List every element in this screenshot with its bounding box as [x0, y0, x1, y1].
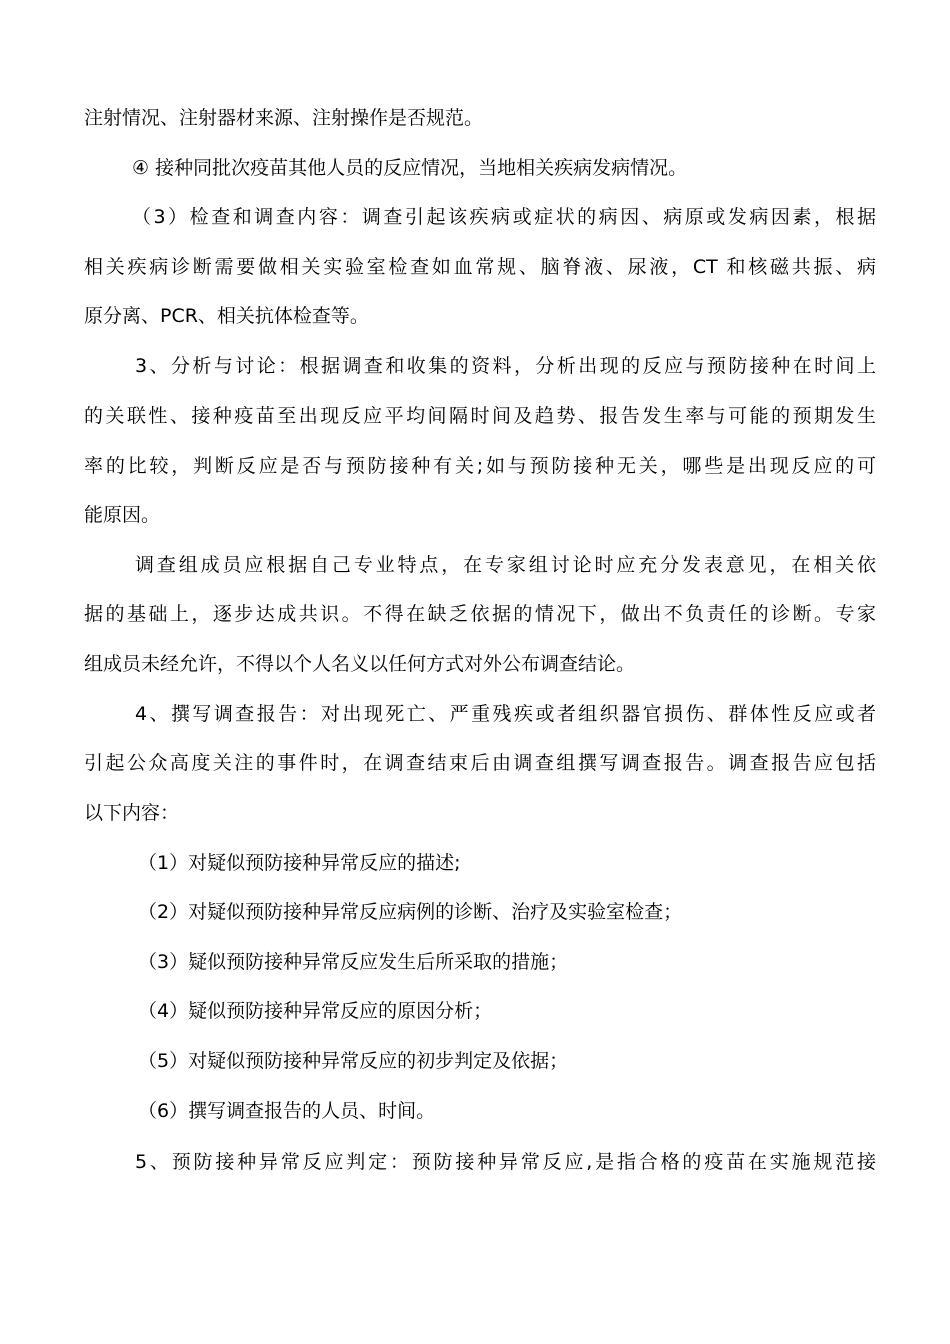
list-item-1: （1）对疑似预防接种异常反应的描述;	[138, 852, 461, 874]
paragraph-line-11: 据的基础上，逐步达成共识。不得在缺乏依据的情况下，做出不负责任的诊断。专家	[84, 603, 876, 625]
paragraph-line-7: 的关联性、接种疫苗至出现反应平均间隔时间及趋势、报告发生率与可能的预期发生	[84, 405, 876, 427]
list-item-3: （3）疑似预防接种异常反应发生后所采取的措施；	[138, 951, 569, 973]
paragraph-line-3: （3）检查和调查内容：调查引起该疾病或症状的病因、病原或发病因素，根据	[132, 206, 876, 228]
paragraph-line-9: 能原因。	[84, 504, 161, 526]
list-item-4: （4）疑似预防接种异常反应的原因分析；	[138, 1000, 493, 1022]
paragraph-line-2: ④ 接种同批次疫苗其他人员的反应情况，当地相关疾病发病情况。	[132, 157, 688, 179]
list-item-5: （5）对疑似预防接种异常反应的初步判定及依据；	[138, 1050, 569, 1072]
paragraph-line-12: 组成员未经允许，不得以个人名义以任何方式对外公布调查结论。	[84, 653, 636, 675]
paragraph-line-1: 注射情况、注射器材来源、注射操作是否规范。	[84, 107, 484, 129]
paragraph-line-15: 以下内容：	[84, 802, 180, 824]
paragraph-line-13: 4、撰写调查报告：对出现死亡、严重残疾或者组织器官损伤、群体性反应或者	[135, 703, 876, 725]
paragraph-line-6: 3、分析与讨论：根据调查和收集的资料，分析出现的反应与预防接种在时间上	[135, 355, 876, 377]
paragraph-line-10: 调查组成员应根据自己专业特点，在专家组讨论时应充分发表意见，在相关依	[135, 554, 876, 576]
paragraph-line-5: 原分离、PCR、相关抗体检查等。	[84, 305, 369, 327]
list-item-6: （6）撰写调查报告的人员、时间。	[138, 1100, 436, 1122]
list-item-2: （2）对疑似预防接种异常反应病例的诊断、治疗及实验室检查；	[138, 901, 683, 923]
paragraph-line-22: 5、预防接种异常反应判定：预防接种异常反应,是指合格的疫苗在实施规范接	[135, 1151, 876, 1173]
paragraph-line-14: 引起公众高度关注的事件时，在调查结束后由调查组撰写调查报告。调查报告应包括	[84, 752, 876, 774]
paragraph-line-8: 率的比较，判断反应是否与预防接种有关;如与预防接种无关，哪些是出现反应的可	[84, 455, 876, 477]
paragraph-line-4: 相关疾病诊断需要做相关实验室检查如血常规、脑脊液、尿液，CT 和核磁共振、病	[84, 256, 876, 278]
